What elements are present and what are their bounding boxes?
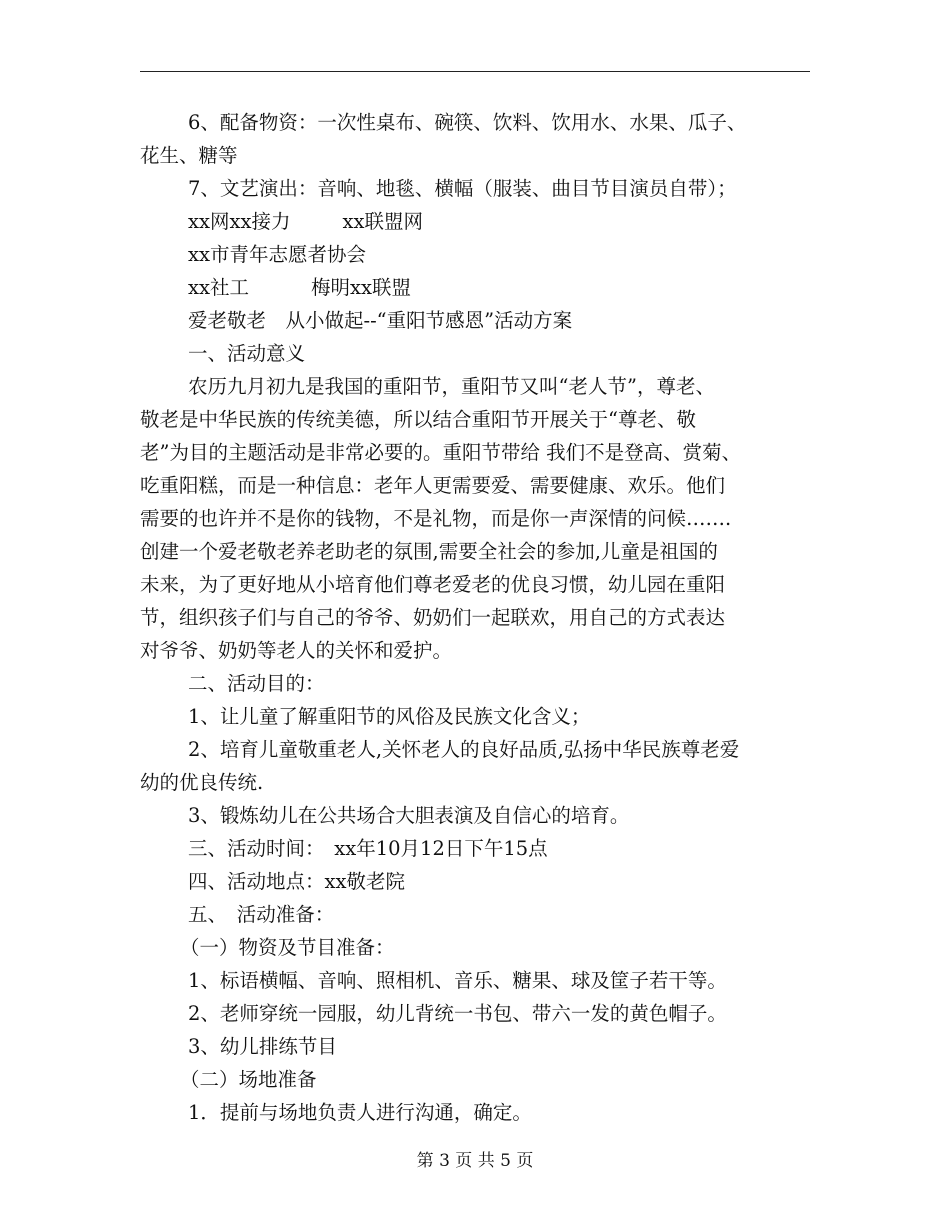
text-line: 1、让儿童了解重阳节的风俗及民族文化含义； bbox=[188, 705, 591, 728]
section-heading: 三、活动时间： xx年10月12日下午15点 bbox=[188, 837, 548, 860]
header-rule bbox=[140, 71, 810, 72]
section-heading: 一、活动意义 bbox=[188, 342, 306, 365]
text-line: 对爷爷、奶奶等老人的关怀和爱护。 bbox=[140, 639, 453, 662]
text-line: 1．提前与场地负责人进行沟通，确定。 bbox=[188, 1101, 532, 1124]
section-heading: 二、活动目的： bbox=[188, 672, 325, 695]
text-line: 7、文艺演出：音响、地毯、横幅（服装、曲目节目演员自带）； bbox=[188, 177, 737, 200]
section-heading: 五、 活动准备： bbox=[188, 903, 335, 926]
sponsor-line bbox=[140, 271, 812, 304]
text-line: 老”为目的主题活动是非常必要的。重阳节带给 我们不是登高、赏菊、 bbox=[140, 441, 742, 464]
text-line: 幼的优良传统. bbox=[140, 771, 264, 794]
subsection-heading: （一）物资及节目准备： bbox=[180, 936, 395, 959]
plan-title: 爱老敬老 从小做起--“重阳节感恩”活动方案 bbox=[188, 309, 573, 332]
text-line: 6、配备物资：一次性桌布、碗筷、饮料、饮用水、水果、瓜子、 bbox=[188, 111, 747, 134]
text-line: 敬老是中华民族的传统美德，所以结合重阳节开展关于“尊老、敬 bbox=[140, 408, 696, 431]
sponsor-name: xx社工 bbox=[188, 276, 249, 299]
subsection-heading: （二）场地准备 bbox=[180, 1068, 317, 1091]
section-heading: 四、活动地点：xx敬老院 bbox=[188, 870, 405, 893]
text-line: 创建一个爱老敬老养老助老的氛围,需要全社会的参加,儿童是祖国的 bbox=[140, 540, 718, 563]
text-line: 3、锻炼幼儿在公共场合大胆表演及自信心的培育。 bbox=[188, 804, 630, 827]
document-body bbox=[140, 106, 812, 1129]
text-line: 农历九月初九是我国的重阳节，重阳节又叫“老人节”，尊老、 bbox=[188, 375, 715, 398]
text-line: 花生、糖等 bbox=[140, 144, 238, 167]
text-line: 3、幼儿排练节目 bbox=[188, 1035, 337, 1058]
sponsor-line bbox=[140, 205, 812, 238]
text-line: 吃重阳糕，而是一种信息：老年人更需要爱、需要健康、欢乐。他们 bbox=[140, 474, 726, 497]
text-line: 节，组织孩子们与自己的爷爷、奶奶们一起联欢，用自己的方式表达 bbox=[140, 606, 726, 629]
sponsor-name: 梅明xx联盟 bbox=[311, 276, 411, 299]
text-line: 2、培育儿童敬重老人,关怀老人的良好品质,弘扬中华民族尊老爱 bbox=[188, 738, 740, 761]
text-line: 2、老师穿统一园服，幼儿背统一书包、带六一发的黄色帽子。 bbox=[188, 1002, 727, 1025]
page-number: 第 3 页 共 5 页 bbox=[416, 1151, 534, 1171]
sponsor-name: xx联盟网 bbox=[342, 210, 423, 233]
text-line: 需要的也许并不是你的钱物，不是礼物，而是你一声深情的问候……. bbox=[140, 507, 732, 530]
sponsor-line: xx市青年志愿者协会 bbox=[188, 243, 366, 266]
text-line: 1、标语横幅、音响、照相机、音乐、糖果、球及筐子若干等。 bbox=[188, 969, 727, 992]
text-line: 未来，为了更好地从小培育他们尊老爱老的优良习惯，幼儿园在重阳 bbox=[140, 573, 726, 596]
sponsor-name: xx网xx接力 bbox=[188, 210, 291, 233]
